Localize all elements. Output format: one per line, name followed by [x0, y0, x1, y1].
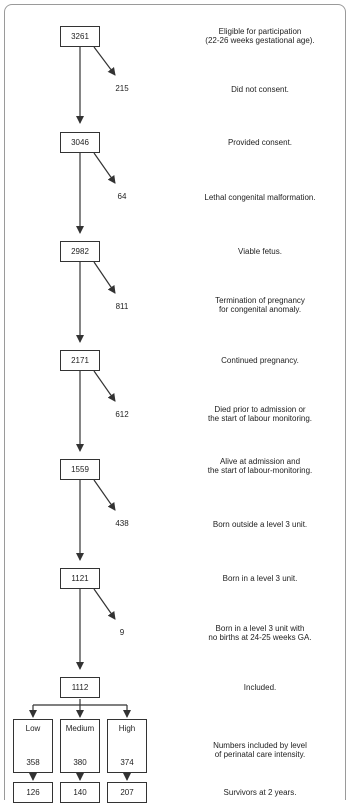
label-continued: Continued pregnancy. [221, 356, 299, 365]
survivor-box-high: 207 [107, 782, 147, 803]
group-count-low: 358 [26, 758, 40, 767]
label-viable: Viable fetus. [238, 247, 282, 256]
excluded-count-no-births: 9 [119, 628, 125, 637]
label-lethal: Lethal congenital malformation. [204, 193, 316, 202]
group-box-high [107, 719, 147, 773]
group-name-high: High [118, 724, 136, 733]
count-box-level3: 1121 [60, 568, 100, 589]
count-box-viable: 2982 [60, 241, 100, 262]
survivor-box-medium: 140 [60, 782, 100, 803]
label-died: Died prior to admission or the start of labour monitoring. [207, 405, 313, 423]
count-box-included: 1112 [60, 677, 100, 698]
label-eligible: Eligible for participation (22-26 weeks gestational age). [205, 27, 315, 45]
group-box-medium [60, 719, 100, 773]
label-no-births: Born in a level 3 unit with no births at 24-25 weeks GA. [208, 624, 312, 642]
excluded-count-no-consent: 215 [115, 84, 129, 93]
label-survivors: Survivors at 2 years. [223, 788, 297, 797]
label-groups: Numbers included by level of perinatal care intensity. [213, 741, 307, 759]
group-box-low [13, 719, 53, 773]
group-name-medium: Medium [65, 724, 95, 733]
label-outside: Born outside a level 3 unit. [212, 520, 308, 529]
count-box-continued: 2171 [60, 350, 100, 371]
count-box-alive-admission: 1559 [60, 459, 100, 480]
excluded-count-outside: 438 [115, 519, 129, 528]
label-termination: Termination of pregnancy for congenital anomaly. [215, 296, 305, 314]
survivor-box-low: 126 [13, 782, 53, 803]
excluded-count-termination: 811 [115, 302, 129, 311]
label-level3: Born in a level 3 unit. [222, 574, 298, 583]
label-alive-admission: Alive at admission and the start of labour-monitoring. [207, 457, 313, 475]
label-consent: Provided consent. [227, 138, 293, 147]
count-box-consent: 3046 [60, 132, 100, 153]
group-count-high: 374 [120, 758, 134, 767]
count-box-eligible: 3261 [60, 26, 100, 47]
excluded-count-died: 612 [115, 410, 129, 419]
label-no-consent: Did not consent. [231, 85, 289, 94]
group-count-medium: 380 [73, 758, 87, 767]
group-name-low: Low [25, 724, 41, 733]
label-included: Included. [243, 683, 277, 692]
excluded-count-lethal: 64 [117, 192, 127, 201]
